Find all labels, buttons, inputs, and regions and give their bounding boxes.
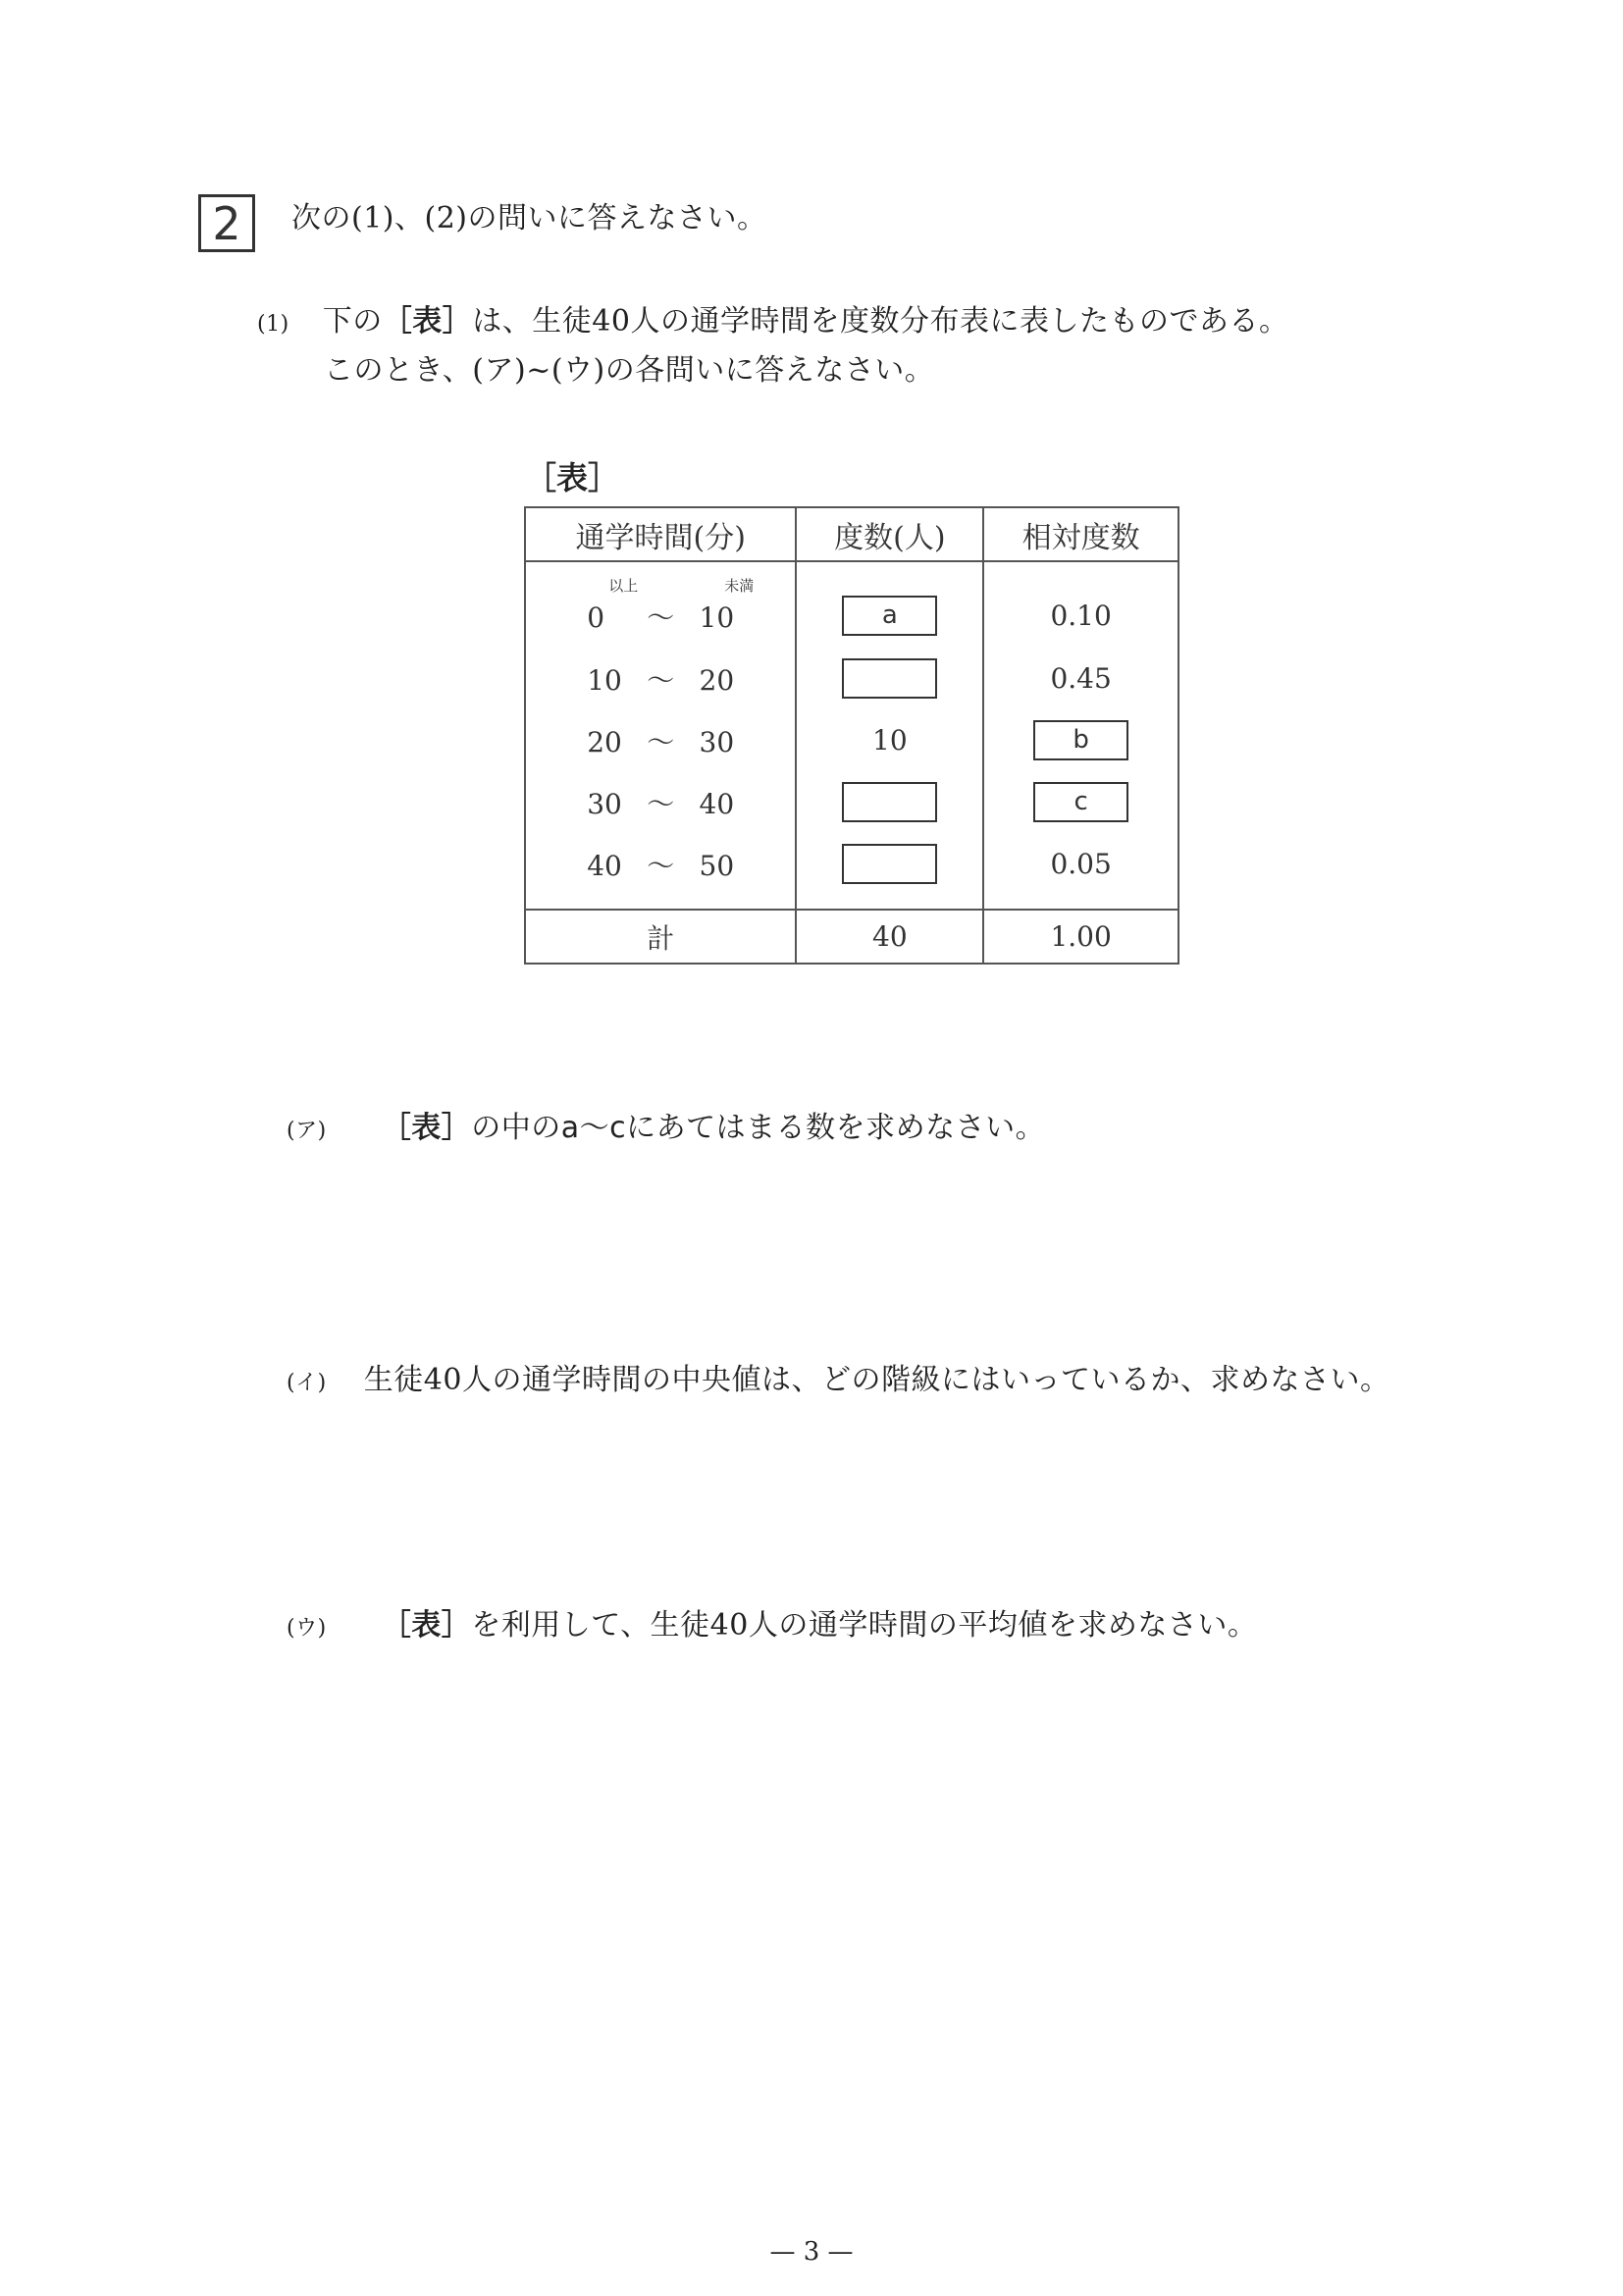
- tilde: ～: [647, 725, 675, 758]
- page-number: — 3 —: [769, 2237, 854, 2267]
- class-range: [525, 648, 796, 709]
- frequency-cell: [796, 771, 983, 833]
- subquestion-a: [287, 1111, 1046, 1145]
- total-row: [525, 910, 1178, 964]
- table-header-row: [525, 507, 1178, 561]
- upper-bound-note: 未満: [724, 576, 755, 595]
- table-row: [525, 771, 1178, 833]
- question-instruction: 次の(1)、(2)の問いに答えなさい。: [291, 201, 767, 235]
- subquestion-label: (ウ): [287, 1616, 327, 1641]
- frequency-cell: [796, 648, 983, 709]
- subquestion-text: 生徒40人の通学時間の中央値は、どの階級にはいっているか、求めなさい。: [363, 1363, 1390, 1397]
- answer-box-c: c: [1033, 782, 1128, 822]
- part1-intro-line2: このとき、(ア)~(ウ)の各問いに答えなさい。: [324, 353, 935, 388]
- header-frequency: 度数(人): [796, 507, 983, 561]
- header-commute-time: 通学時間(分): [525, 507, 796, 561]
- part1-intro-pre: 下の: [322, 304, 383, 339]
- class-range: [525, 561, 796, 648]
- relative-frequency-cell: 0.10: [983, 561, 1178, 648]
- class-range: [525, 709, 796, 771]
- range-from: 10: [587, 663, 622, 697]
- range-to: 30: [699, 725, 735, 758]
- range-from: 20: [587, 725, 622, 758]
- blank-box: [842, 844, 937, 884]
- blank-box: [842, 782, 937, 822]
- subquestion-text: にあてはまる数を求めなさい。: [626, 1111, 1046, 1145]
- table-label: ［表］: [525, 459, 620, 496]
- header-relative-frequency: 相対度数: [983, 507, 1178, 561]
- range-from: 30: [587, 787, 622, 820]
- table-row: [525, 833, 1178, 910]
- blank-box: [842, 658, 937, 699]
- relative-frequency-cell: 0.45: [983, 648, 1178, 709]
- total-frequency: 40: [796, 910, 983, 964]
- class-range: [525, 771, 796, 833]
- tilde: ～: [647, 663, 675, 697]
- variable-range: a～c: [560, 1111, 627, 1145]
- subquestion-b: [287, 1363, 1390, 1397]
- answer-box-b: b: [1033, 720, 1128, 760]
- range-to: 10: [699, 600, 735, 634]
- answer-box-a: a: [842, 596, 937, 636]
- question-number: 2: [212, 196, 241, 250]
- frequency-cell: [796, 561, 983, 648]
- table-reference: ［表］: [381, 1111, 472, 1145]
- tilde: ～: [647, 849, 675, 882]
- frequency-cell: [796, 833, 983, 910]
- subquestion-text: を利用して、生徒40人の通学時間の平均値を求めなさい。: [471, 1608, 1258, 1643]
- part1-intro-post: は、生徒40人の通学時間を度数分布表に表したものである。: [472, 304, 1289, 339]
- frequency-cell: 10: [796, 709, 983, 771]
- relative-frequency-cell: [983, 709, 1178, 771]
- subquestion-text: の中の: [471, 1111, 561, 1145]
- table-row: [525, 648, 1178, 709]
- range-from: 0: [587, 600, 605, 634]
- range-to: 40: [699, 787, 735, 820]
- total-label: 計: [525, 910, 796, 964]
- table-row: [525, 709, 1178, 771]
- part1-label: (1): [257, 312, 289, 337]
- table-reference: ［表］: [381, 1608, 472, 1643]
- total-relative-frequency: 1.00: [983, 910, 1178, 964]
- subquestion-label: (イ): [287, 1371, 327, 1395]
- class-range: [525, 833, 796, 910]
- frequency-table: [524, 506, 1179, 965]
- range-to: 20: [699, 663, 735, 697]
- subquestion-label: (ア): [287, 1119, 327, 1143]
- table-row: [525, 561, 1178, 648]
- part1-intro: [257, 304, 1289, 339]
- lower-bound-note: 以上: [608, 576, 639, 595]
- question-number-box: [198, 194, 255, 252]
- tilde: ～: [647, 787, 675, 820]
- tilde: ～: [647, 600, 675, 634]
- table-reference: ［表］: [382, 304, 473, 339]
- range-from: 40: [587, 849, 622, 882]
- subquestion-c: [287, 1608, 1258, 1643]
- relative-frequency-cell: 0.05: [983, 833, 1178, 910]
- relative-frequency-cell: [983, 771, 1178, 833]
- range-to: 50: [699, 849, 735, 882]
